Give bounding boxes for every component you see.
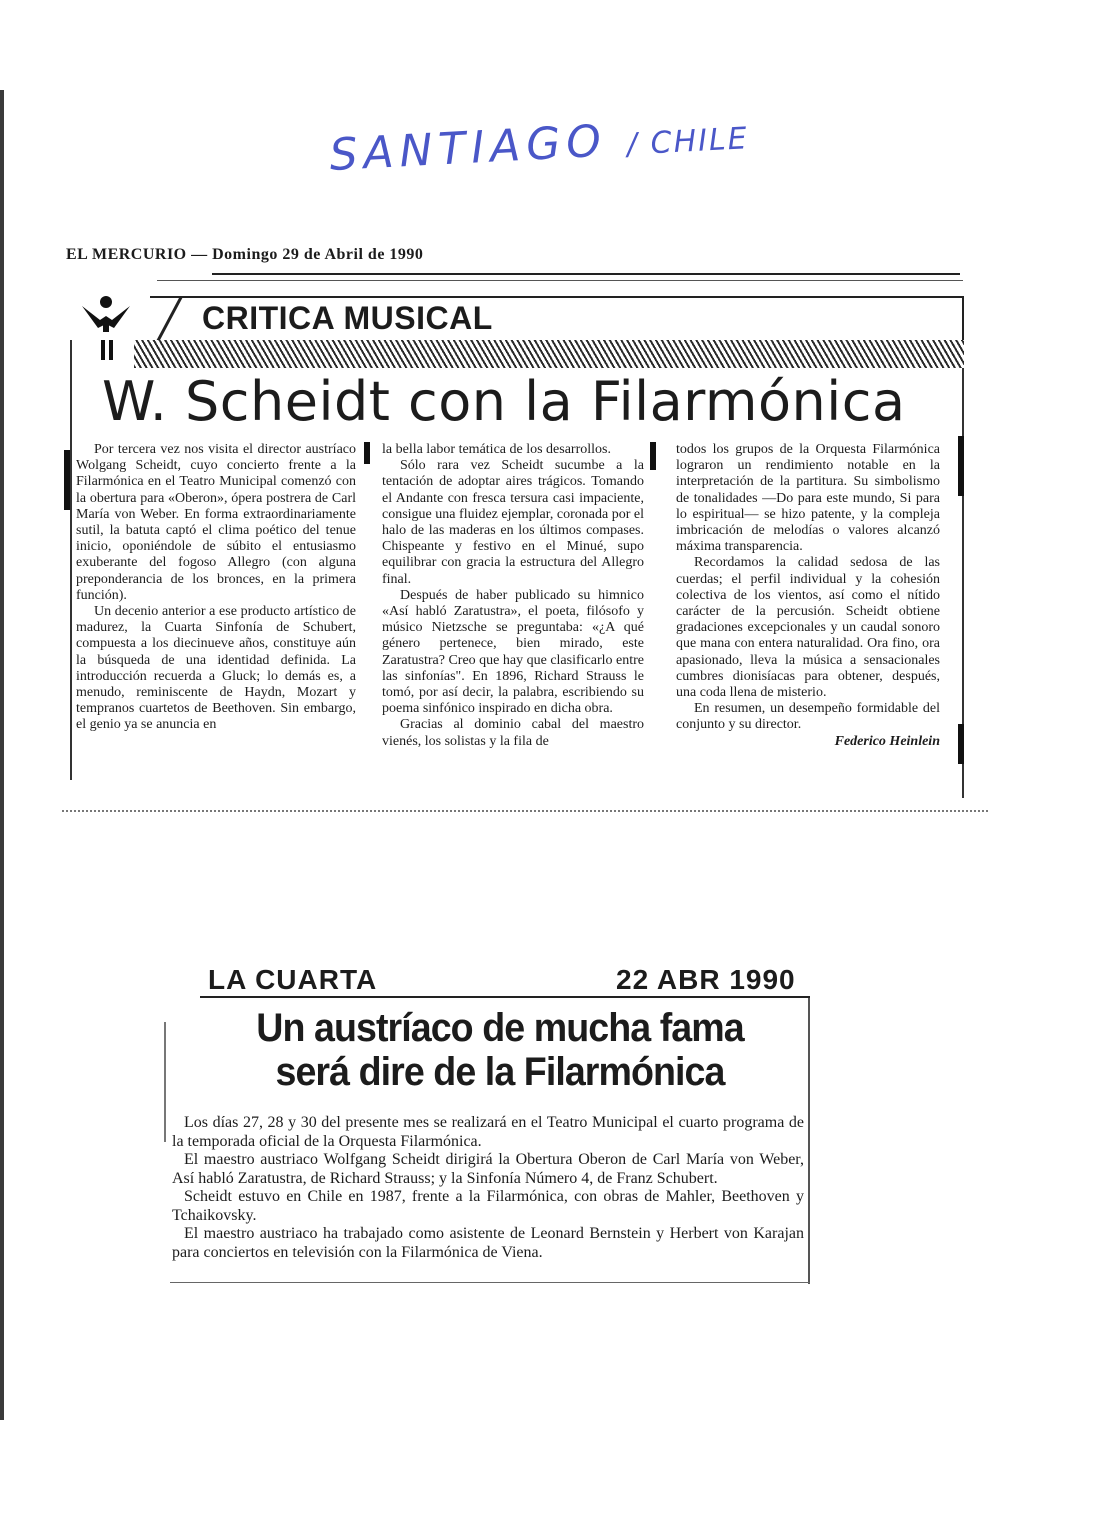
- article-paragraph: En resumen, un desempeño formidable del conjunto y su director.: [676, 701, 940, 733]
- article-paragraph: Después de haber publicado su himnico «Así habló Zaratustra», el poeta, filósofo y músico Nietzsche se preguntaba: «¿A qué género pertenece, bien mirado, este Zaratustra? Creo que hay que clasificarlo entre las sinfonías". En 1896, Richard Strauss le tomó, por así decir, la palabra, escribiendo su poema sinfónico inspirado en dicha obra.: [382, 587, 644, 717]
- article-byline: Federico Heinlein: [834, 733, 940, 749]
- clipping-separator: [62, 810, 988, 812]
- cuarta-paragraph: El maestro austriaco Wolfgang Scheidt dirigirá la Obertura Oberon de Carl María von Weber, Así habló Zaratustra, de Richard Strauss; y la Sinfonía Número 4, de Franz Schubert.: [172, 1151, 804, 1187]
- cuarta-headline-line-1: Un austríaco de mucha fama: [256, 1006, 744, 1050]
- cuarta-right-rule: [808, 998, 810, 1284]
- article-paragraph: Sólo rara vez Scheidt sucumbe a la tentación de adoptar aires trágicos. Tomando el Andante con fresca tersura casi impaciente, consigue una fluidez ejemplar, coronada por el halo de las maderas en los últimos compases. Chispeante y festivo en el Minué, supo equilibrar con gracia la estructura del Allegro final.: [382, 458, 644, 587]
- column-bar: [64, 450, 70, 510]
- article-paragraph: Un decenio anterior a ese producto artístico de madurez, la Cuarta Sinfonía de Schubert, compuesta a los diecinueve años, constituye aún la búsqueda de una identidad definida. La introducción recuerda a Gluck; lo demás es, a menudo, reminiscente de Haydn, Mozart y tempranos cuartetos de Beethoven. Sin embargo, el genio ya se anuncia en: [76, 604, 356, 733]
- scan-edge: [0, 90, 4, 1420]
- music-section-logo-icon: [76, 294, 136, 364]
- cuarta-paragraph: El maestro austriaco ha trabajado como asistente de Leonard Bernstein y Herbert von Karajan para conciertos en televisión con la Filarmónica de Viena.: [172, 1225, 804, 1261]
- cuarta-rule: [200, 996, 810, 998]
- article-paragraph: todos los grupos de la Orquesta Filarmónica lograron un rendimiento notable en la interpretación de la partitura. Su simbolismo de tonalidades —Do para este mundo, Si para lo espiritual— se hizo patente, y la compleja imbricación de melodías o valores alcanzó máxima transparencia.: [676, 442, 940, 555]
- article-column-3: [676, 442, 940, 792]
- cuarta-bottom-rule: [170, 1282, 810, 1283]
- article-headline: W. Scheidt con la Filarmónica: [102, 370, 906, 433]
- cuarta-paragraph: Los días 27, 28 y 30 del presente mes se realizará en el Teatro Municipal el cuarto programa de la temporada oficial de la Orquesta Filarmónica.: [172, 1114, 804, 1150]
- article-paragraph: Gracias al dominio cabal del maestro vienés, los solistas y la fila de: [382, 717, 644, 749]
- section-title: CRITICA MUSICAL: [202, 300, 493, 336]
- cuarta-clipping: [170, 958, 810, 1288]
- cuarta-masthead: LA CUARTA: [208, 964, 378, 995]
- dateline-rule-secondary: [157, 280, 963, 281]
- handwritten-annotation: SANTIAGO / CHILE: [328, 115, 750, 182]
- article-column-1: [76, 442, 356, 792]
- column-bar: [958, 724, 964, 764]
- article-paragraph: Por tercera vez nos visita el director austríaco Wolgang Scheidt, cuyo concierto frente a la Filarmónica en el Teatro Municipal comenzó con la obertura para «Oberon», ópera postrera de Carl María von Weber. En forma extraordinariamente sutil, la batuta captó el clima poético del tenue inicio, oponiéndole de súbito el entusiasmo exuberante del fogoso Allegro (con alguna preponderancia de los bronces, en la primera función).: [76, 442, 356, 603]
- column-bar: [958, 436, 964, 496]
- handwritten-country: CHILE: [649, 121, 750, 162]
- cuarta-left-rule: [164, 1022, 166, 1142]
- article-column-2: [382, 442, 644, 792]
- dateline-rule: [212, 273, 960, 275]
- cuarta-paragraph: Scheidt estuvo en Chile en 1987, frente a la Filarmónica, con obras de Mahler, Beethoven y Tchaikovsky.: [172, 1188, 804, 1224]
- handwritten-city: SANTIAGO: [328, 115, 609, 182]
- cuarta-date: 22 ABR 1990: [616, 964, 796, 995]
- cuarta-headline-line-2: será dire de la Filarmónica: [275, 1050, 725, 1094]
- cuarta-headline: [218, 1006, 782, 1094]
- left-column-rule: [70, 340, 72, 780]
- hatched-banner: [134, 340, 964, 368]
- column-bar: [364, 442, 370, 464]
- cuarta-body: [172, 1114, 804, 1262]
- mercurio-dateline: EL MERCURIO — Domingo 29 de Abril de 1990: [66, 246, 424, 263]
- article-paragraph: la bella labor temática de los desarrollos.: [382, 442, 611, 457]
- column-bar: [650, 442, 656, 470]
- article-paragraph: Recordamos la calidad sedosa de las cuerdas; el perfil individual y la cohesión colectiva de los vientos, así como el nítido carácter de la percusión. Scheidt obtiene gradaciones excepcionales y un caudal sonoro que mana con entera naturalidad. Ora fino, ora apasionado, lleva la música a sensacionales cumbres dionisíacas para obtener, después, una coda llena de misterio.: [676, 555, 940, 701]
- mercurio-clipping: [62, 244, 968, 800]
